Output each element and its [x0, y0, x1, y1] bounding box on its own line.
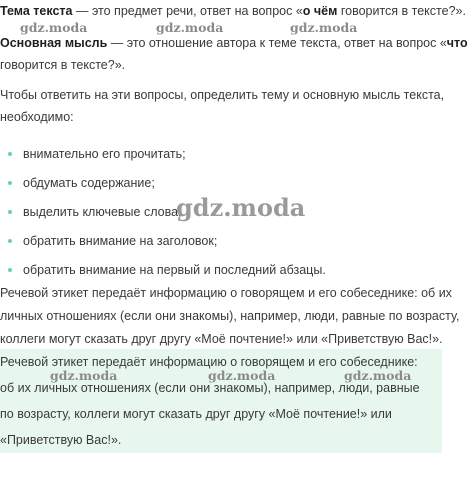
- etiquette-highlight-line-4: «Приветствую Вас!».: [0, 433, 122, 447]
- etiquette-highlight-line-2: об их личных отношениях (если они знакомы), например, люди, равные: [0, 381, 420, 395]
- idea-term: Основная мысль: [0, 36, 108, 50]
- theme-term: Тема текста: [0, 4, 73, 18]
- bullet-icon: [8, 181, 12, 185]
- watermark-large: gdz.moda: [176, 193, 306, 222]
- watermark: gdz.moda: [20, 20, 88, 35]
- list-item-text: выделить ключевые слова;: [23, 205, 182, 219]
- bullet-icon: [8, 268, 12, 272]
- idea-definition-line2: говорится в тексте?».: [0, 58, 126, 72]
- idea-question-bold: что: [446, 36, 468, 50]
- list-item-text: обратить внимание на первый и последний абзацы.: [23, 263, 326, 277]
- etiquette-plain-line-1: Речевой этикет передаёт информацию о говорящем и его собеседнике: об их: [0, 286, 452, 300]
- etiquette-plain-line-2: личных отношениях (если они знакомы), например, люди, равные по возрасту,: [0, 309, 460, 323]
- theme-definition-text: — это предмет речи, ответ на вопрос «: [72, 4, 303, 18]
- watermark: gdz.moda: [50, 368, 118, 383]
- list-item-text: внимательно его прочитать;: [23, 147, 186, 161]
- list-item-text: обдумать содержание;: [23, 176, 155, 190]
- bullet-icon: [8, 152, 12, 156]
- list-item-text: обратить внимание на заголовок;: [23, 234, 218, 248]
- idea-definition-text: — это отношение автора к теме текста, ответ на вопрос «: [107, 36, 447, 50]
- etiquette-highlight-line-1: Речевой этикет передаёт информацию о говорящем и его собеседнике:: [0, 355, 418, 369]
- theme-definition-end: говорится в тексте?».: [337, 4, 466, 18]
- intro-line-1: Чтобы ответить на эти вопросы, определить тему и основную мысль текста,: [0, 88, 445, 102]
- watermark: gdz.moda: [208, 368, 276, 383]
- theme-question-bold: о чём: [302, 4, 338, 18]
- watermark: gdz.moda: [344, 368, 412, 383]
- watermark: gdz.moda: [156, 20, 224, 35]
- bullet-icon: [8, 210, 12, 214]
- bullet-icon: [8, 239, 12, 243]
- intro-line-2: необходимо:: [0, 110, 74, 124]
- etiquette-plain-line-3: коллеги могут сказать друг другу «Моё почтение!» или «Приветствую Вас!».: [0, 332, 443, 346]
- etiquette-highlight-line-3: по возрасту, коллеги могут сказать друг другу «Моё почтение!» или: [0, 407, 392, 421]
- watermark: gdz.moda: [290, 20, 358, 35]
